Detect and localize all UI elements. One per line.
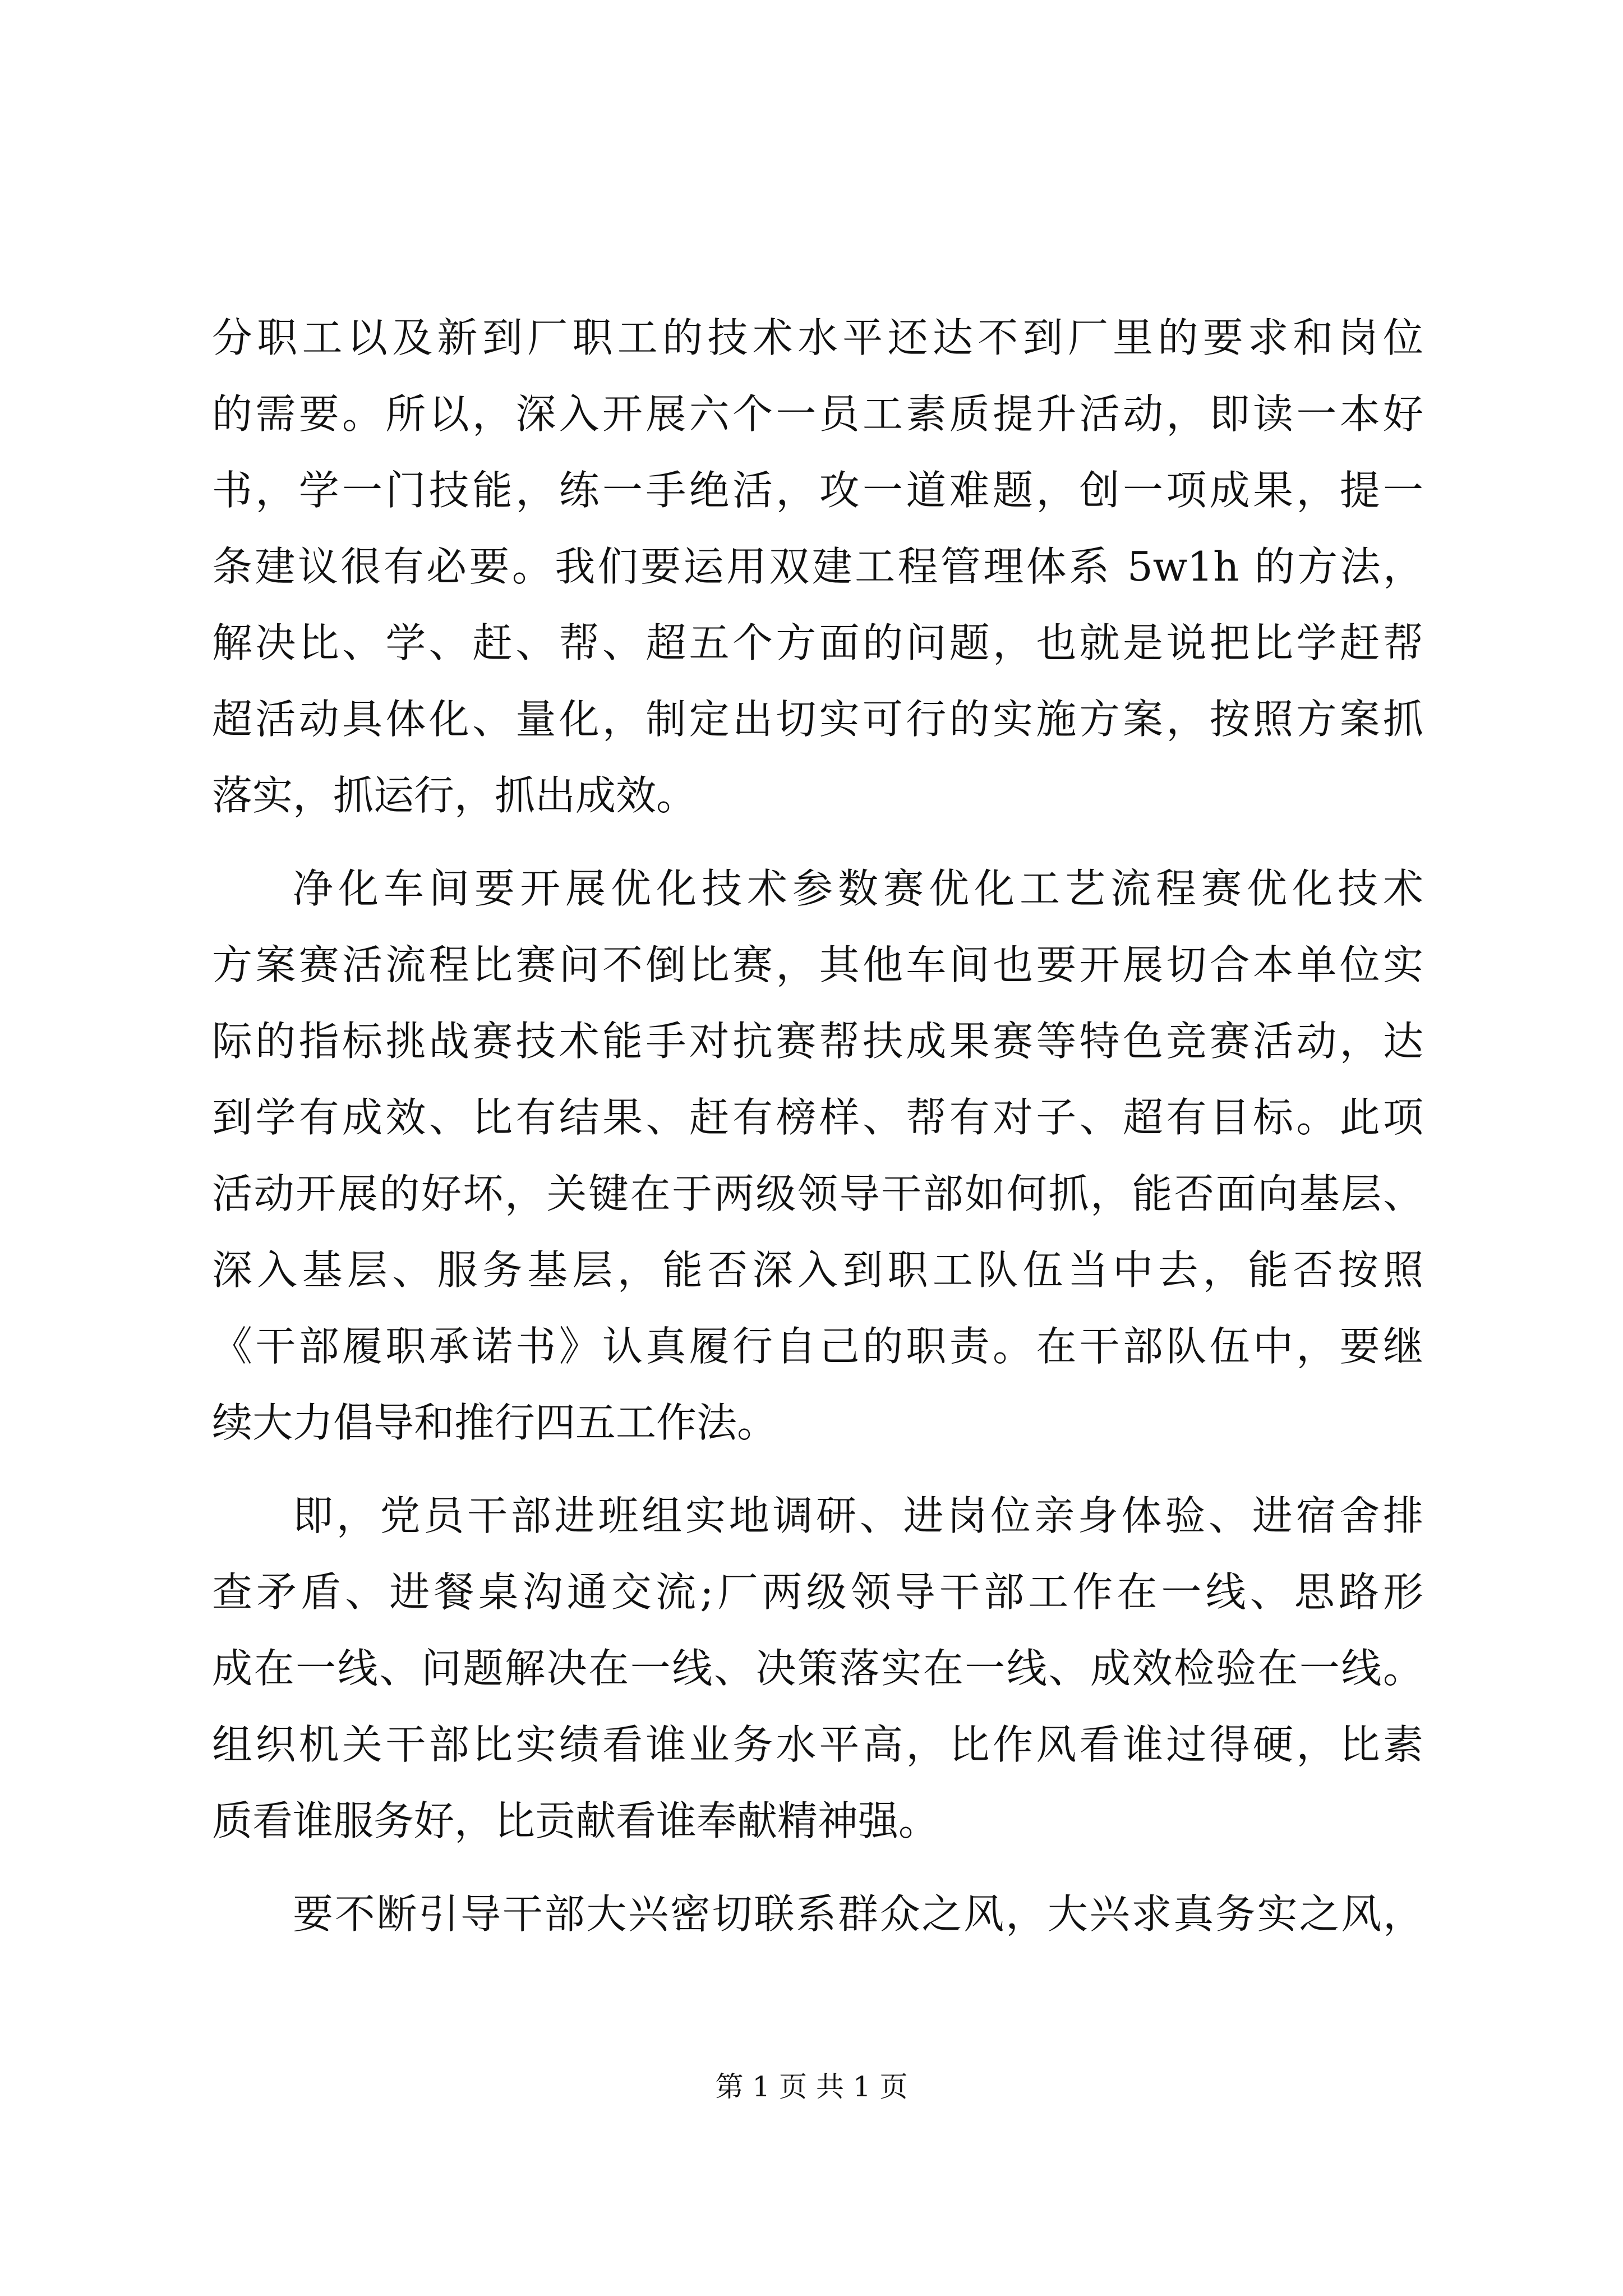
text-line: 条建议很有必要。我们要运用双建工程管理体系 5w1h 的方法， xyxy=(212,543,1423,590)
paragraph-1 xyxy=(212,300,1423,834)
body-text xyxy=(212,300,1423,1952)
text-line: 查矛盾、进餐桌沟通交流;厂两级领导干部工作在一线、思路形 xyxy=(212,1568,1423,1616)
text-line: 到学有成效、比有结果、赶有榜样、帮有对子、超有目标。此项 xyxy=(212,1094,1423,1141)
paragraph-3 xyxy=(212,1478,1423,1859)
text-line: 质看谁服务好，比贡献看谁奉献精神强。 xyxy=(212,1797,939,1844)
text-line: 超活动具体化、量化，制定出切实可行的实施方案，按照方案抓 xyxy=(212,696,1423,743)
text-line: 深入基层、服务基层，能否深入到职工队伍当中去，能否按照 xyxy=(212,1246,1423,1294)
text-line: 落实，抓运行，抓出成效。 xyxy=(212,772,697,819)
paragraph-4 xyxy=(212,1876,1423,1952)
text-line: 《干部履职承诺书》认真履行自己的职责。在干部队伍中，要继 xyxy=(212,1323,1423,1370)
text-line: 际的指标挑战赛技术能手对抗赛帮扶成果赛等特色竞赛活动，达 xyxy=(212,1018,1423,1065)
text-line: 即，党员干部进班组实地调研、进岗位亲身体验、进宿舍排 xyxy=(293,1492,1423,1539)
text-line: 方案赛活流程比赛问不倒比赛，其他车间也要开展切合本单位实 xyxy=(212,941,1423,988)
text-line: 成在一线、问题解决在一线、决策落实在一线、成效检验在一线。 xyxy=(212,1645,1423,1692)
text-line: 的需要。所以，深入开展六个一员工素质提升活动，即读一本好 xyxy=(212,390,1423,438)
text-line: 活动开展的好坏，关键在于两级领导干部如何抓，能否面向基层、 xyxy=(212,1170,1423,1217)
text-line: 书，学一门技能，练一手绝活，攻一道难题，创一项成果，提一 xyxy=(212,467,1423,514)
text-line: 组织机关干部比实绩看谁业务水平高，比作风看谁过得硬，比素 xyxy=(212,1721,1423,1768)
text-line: 净化车间要开展优化技术参数赛优化工艺流程赛优化技术 xyxy=(293,865,1423,912)
paragraph-2 xyxy=(212,850,1423,1461)
text-line: 续大力倡导和推行四五工作法。 xyxy=(212,1399,778,1446)
text-line: 分职工以及新到厂职工的技术水平还达不到厂里的要求和岗位 xyxy=(212,314,1423,361)
text-line: 要不断引导干部大兴密切联系群众之风，大兴求真务实之风， xyxy=(293,1890,1423,1938)
page-footer xyxy=(0,2064,1623,2109)
text-line: 解决比、学、赶、帮、超五个方面的问题，也就是说把比学赶帮 xyxy=(212,619,1423,666)
page-number-label: 第 1 页 共 1 页 xyxy=(715,2070,908,2103)
